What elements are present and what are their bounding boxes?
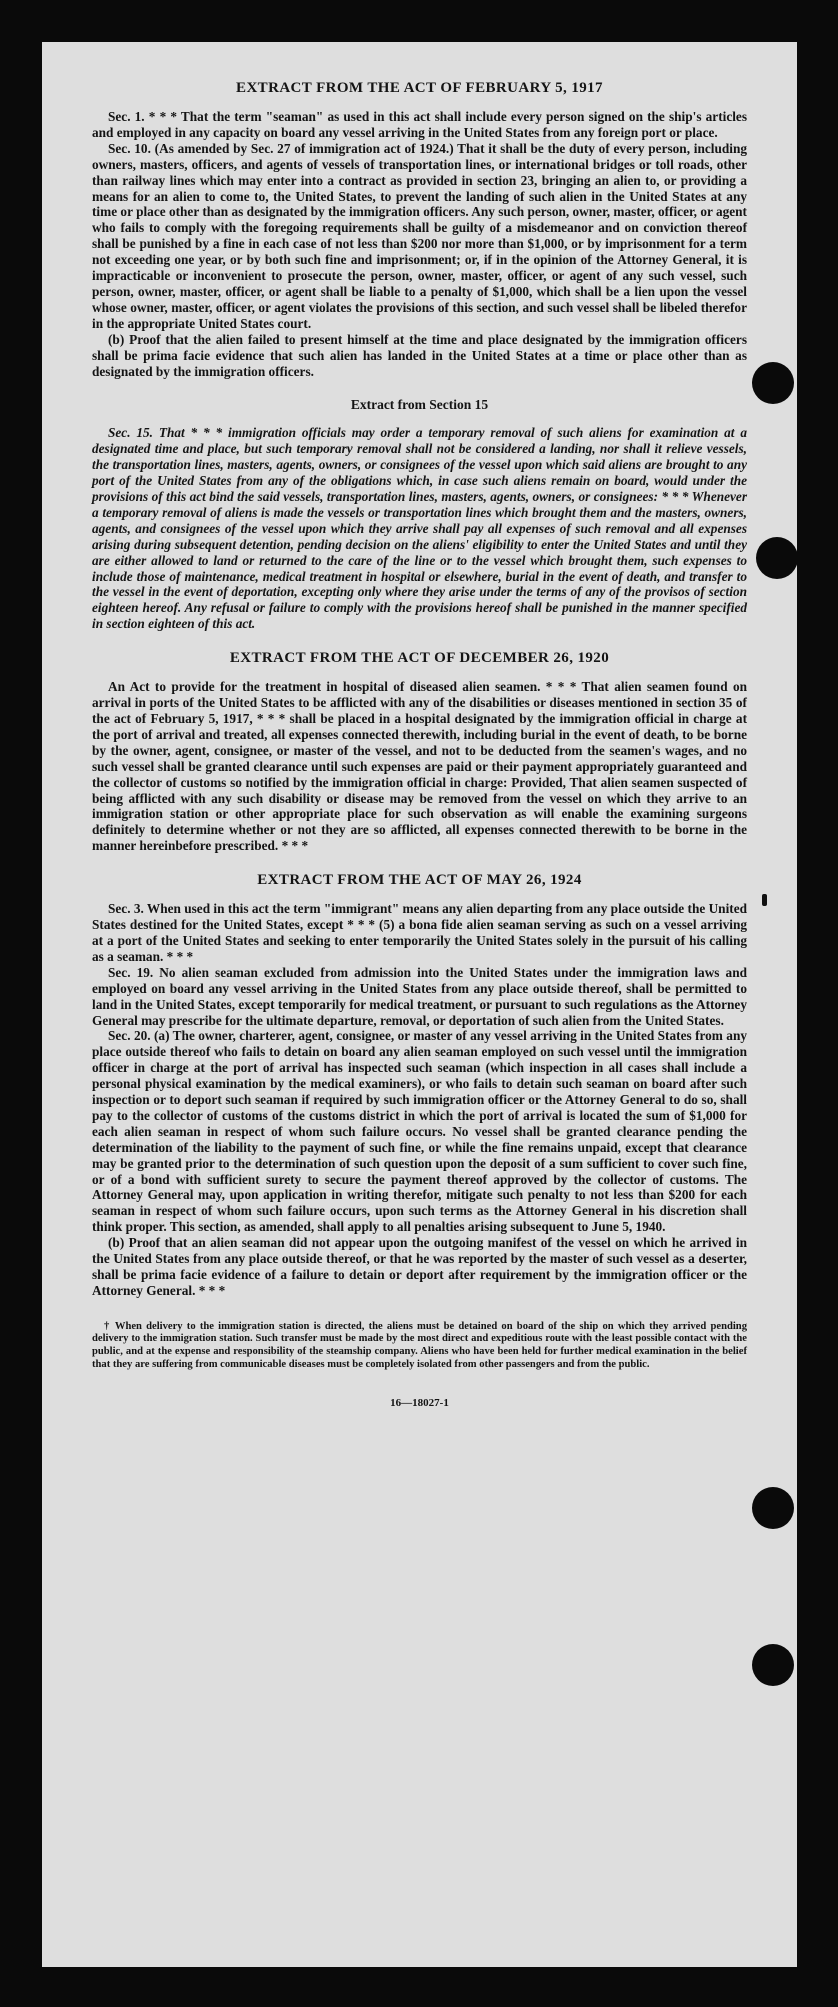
paragraph-sec-15: Sec. 15. That * * * immigration officials may order a temporary removal of such aliens for examination at a designated time and place, but such temporary removal shall not be considered a landing, nor shall it relieve vessels, the transportation lines, masters, agents, owners, or consignees of the vessel upon which said aliens are brought to any port of the United States from any of the obligations which, in case such aliens remain on board, would under the provisions of this act bind the said vessels, transportation lines, masters, agents, owners, or consignees: * * * Whenever a temporary removal of aliens is made the vessels or transportation lines which brought them and the masters, owners, agents, and consignees of the vessel upon which they arrive shall pay all expenses of such removal and all expenses arising during subsequent detention, pending decision on the aliens' eligibility to enter the United States and until they are either allowed to land or returned to the care of the line or to the vessel which brought them, such expenses to include those of maintenance, medical treatment in hospital or elsewhere, burial in the event of death, and transfer to the vessel in the event of deportation, excepting only where they arise under the terms of any of the provisos of section eighteen hereof. Any refusal or failure to comply with the provisions hereof shall be punished in the manner specified in section eighteen of this act. (92, 425, 747, 632)
paragraph-sec-20-a: Sec. 20. (a) The owner, charterer, agent, consignee, or master of any vessel arriving in the United States from any place outside thereof who fails to detain on board any alien seaman employed on such vessel until the immigration officer in charge at the port of arrival has inspected such seaman (which inspection in all cases shall include a personal physical examination by the medical examiners), or who fails to detain such seaman on board after such inspection or to deport such seaman if required by such immigration officer or the Attorney General to do so, shall pay to the collector of customs of the customs district in which the port of arrival is located the sum of $1,000 for each alien seaman in respect of whom such failure occurs. No vessel shall be granted clearance pending the determination of the liability to the payment of such fine, or while the fine remains unpaid, except that clearance may be granted prior to the determination of such question upon the deposit of a sum sufficient to cover such fine, or of a bond with sufficient surety to secure the payment thereof approved by the collector of customs. The Attorney General may, upon application in writing therefor, mitigate such penalty to not less than $200 for each seaman in respect of whom such failure occurs, upon such terms as the Attorney General in his discretion shall think proper. This section, as amended, shall apply to all penalties arising subsequent to June 5, 1940. (92, 1028, 747, 1235)
section-heading: EXTRACT FROM THE ACT OF DECEMBER 26, 1920 (229, 650, 610, 667)
paragraph-sec-10-b: (b) Proof that the alien failed to present himself at the time and place designated by the immigration officers shall be prima facie evidence that such alien has landed in the United States at a time or place other than as designated by the immigration officers. (92, 331, 747, 379)
footnote-text: † When delivery to the immigration station is directed, the aliens must be detained on board of the ship on which they arrived pending delivery to the immigration station. Such transfer must be made by the most direct and expeditious route with the least possible contact with the public, and at the expense and responsibility of the steamship company. Aliens who have been held for further medical examination in the belief that they are suffering from communicable diseases must be completely isolated from other passengers and from the public. (92, 1320, 747, 1370)
punch-hole (752, 1487, 794, 1529)
form-number: 16—18027-1 (390, 1397, 449, 1410)
ink-mark (762, 894, 767, 906)
paragraph-sec-19: Sec. 19. No alien seaman excluded from admission into the United States under the immigration laws and employed on board any vessel arriving in the United States from any place outside thereof, shall be permitted to land in the United States, except temporarily for medical treatment, or pursuant to such regulations as the Attorney General may prescribe for the ultimate departure, removal, or deportation of such alien from the United States. (92, 964, 747, 1028)
paragraph-sec-10: Sec. 10. (As amended by Sec. 27 of immigration act of 1924.) That it shall be the duty of every person, including owners, masters, officers, and agents of vessels of transportation lines, or international bridges or toll roads, other than railway lines which may enter into a contract as provided in section 23, bringing an alien to, or providing a means for an alien to come to, the United States, to prevent the landing of such alien in the United States at any time or place other than as designated by the immigration officers. Any such person, owner, master, officer, or agent who fails to comply with the foregoing requirements shall be guilty of a misdemeanor and on conviction thereof shall be punished by a fine in each case of not less than $200 nor more than $1,000, or by imprisonment for a term not exceeding one year, or by both such fine and imprisonment; or, if in the opinion of the Attorney General, it is impracticable or inconvenient to prosecute the person, owner, master, officer, or agent of any such vessel, such person, owner, master, officer, or agent shall be liable to a penalty of $1,000, which shall be a lien upon the vessel whose owner, master, officer, or agent violates the provisions of this section, and such vessel shall be libeled therefor in the appropriate United States court. (92, 140, 747, 331)
footnote (92, 1321, 747, 1371)
section-extract-15 (92, 397, 747, 632)
document-page (42, 42, 797, 1967)
punch-hole (752, 362, 794, 404)
paragraph-sec-3: Sec. 3. When used in this act the term "immigrant" means any alien departing from any place outside the United States destined for the United States, except * * * (5) a bona fide alien seaman serving as such on a vessel arriving at a port of the United States and seeking to enter temporarily the United States solely in the pursuit of his calling as a seaman. * * * (92, 901, 747, 964)
section-act-1920 (92, 650, 747, 854)
punch-hole (756, 537, 797, 579)
section-act-1924 (92, 872, 747, 1299)
punch-hole (752, 1644, 794, 1686)
paragraph-diseased-seamen: An Act to provide for the treatment in hospital of diseased alien seamen. * * * That alien seamen found on arrival in ports of the United States to be afflicted with any of the disabilities or diseases mentioned in section 35 of the act of February 5, 1917, * * * shall be placed in a hospital designated by the immigration official in charge at the port of arrival and treated, all expenses connected therewith, including burial in the event of death, to be borne by the owner, agent, consignee, or master of the vessel, and not to be deducted from the seamen's wages, and no such vessel shall be granted clearance until such expenses are paid or their payment appropriately guaranteed and the collector of customs so notified by the immigration official in charge: Provided, That alien seamen suspected of being afflicted with any such disability or disease may be removed from the vessel on which they arrive to an immigration station or other appropriate place for such observation as will enable the examining surgeons definitely to determine whether or not they are so afflicted, all expenses connected therewith to be borne in the manner hereinbefore prescribed. * * * (92, 679, 747, 854)
paragraph-sec-20-b: (b) Proof that an alien seaman did not appear upon the outgoing manifest of the vessel on which he arrived in the United States from any place outside thereof, or that he was reported by the master of such vessel as a deserter, shall be prima facie evidence of a failure to detain or deport after requirement by the immigration officer or the Attorney General. * * * (92, 1235, 747, 1298)
section-heading: EXTRACT FROM THE ACT OF MAY 26, 1924 (257, 872, 582, 889)
paragraph-sec-1: Sec. 1. * * * That the term "seaman" as used in this act shall include every person signed on the ship's articles and employed in any capacity on board any vessel arriving in the United States from any foreign port or place. (92, 109, 747, 140)
section-act-1917 (92, 80, 747, 379)
section-heading: EXTRACT FROM THE ACT OF FEBRUARY 5, 1917 (236, 80, 603, 96)
section-heading: Extract from Section 15 (350, 397, 489, 413)
